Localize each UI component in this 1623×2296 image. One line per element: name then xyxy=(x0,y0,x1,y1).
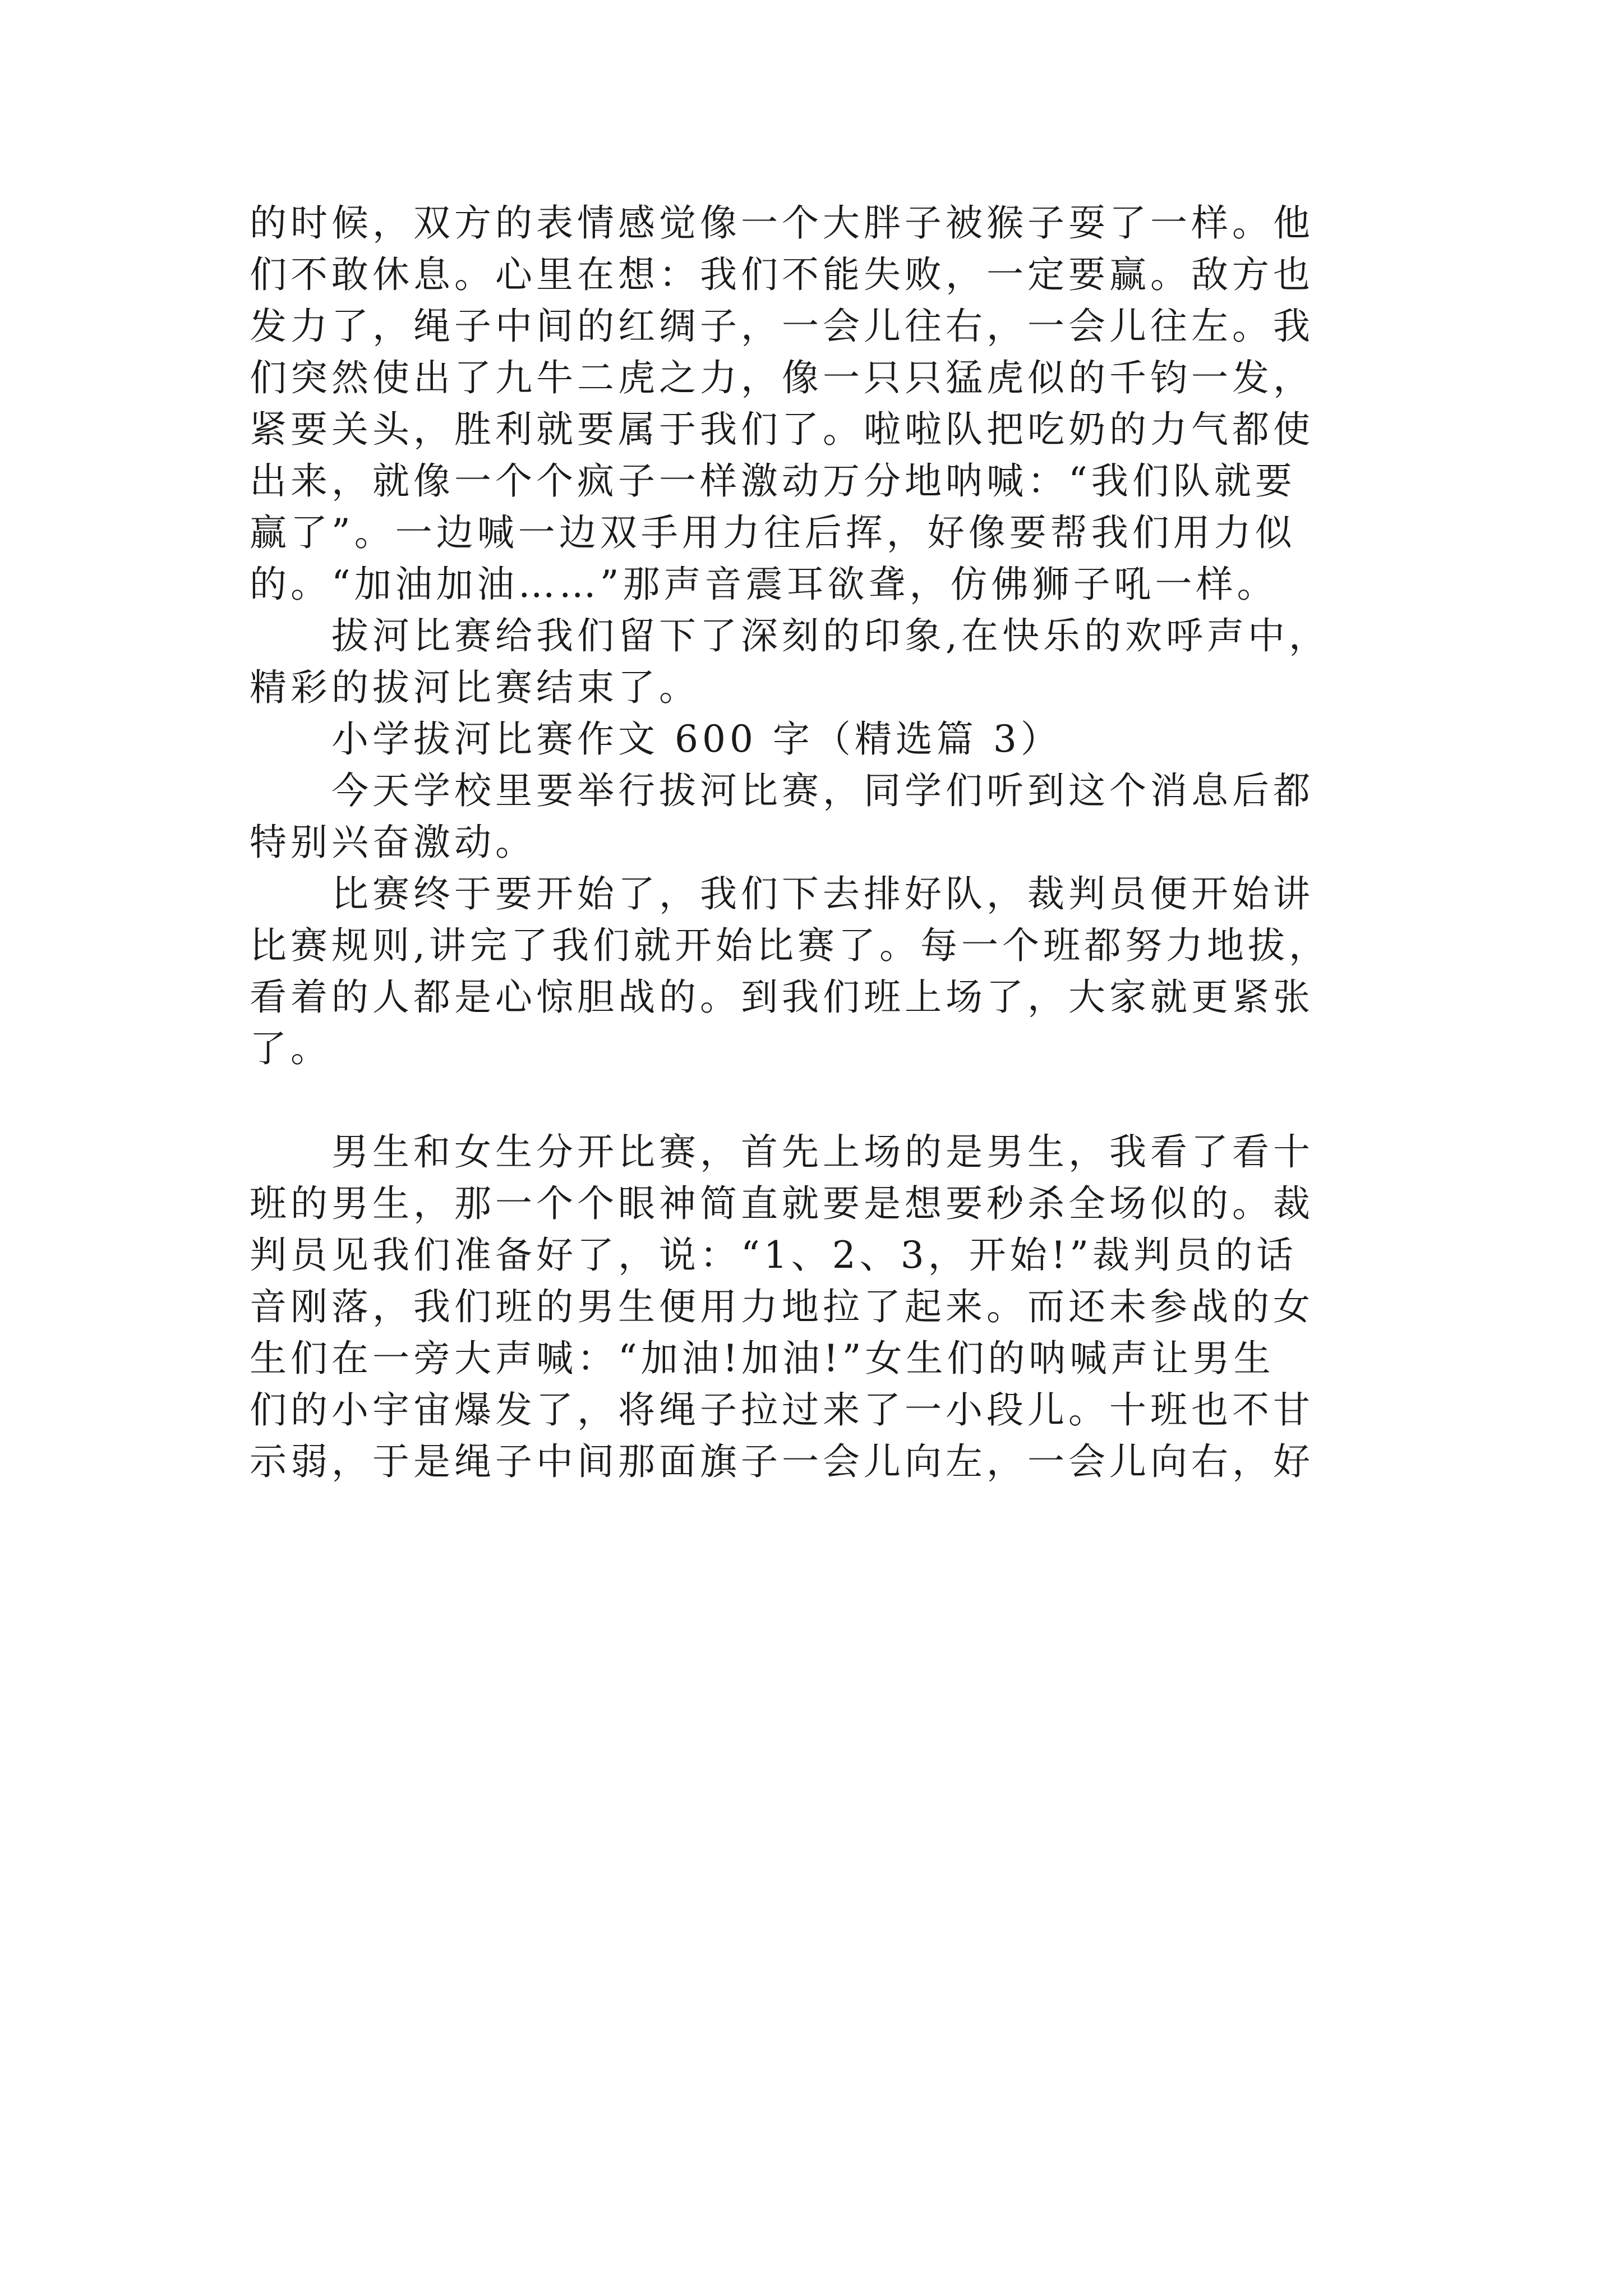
heading-text: 小学拔河比赛作文 600 字（精选篇 3） xyxy=(331,717,1062,761)
text-line: 看着的人都是心惊胆战的。到我们班上场了，大家就更紧张 xyxy=(250,976,1314,1019)
paragraph-5 xyxy=(250,868,1382,1075)
text-line: 们突然使出了九牛二虎之力，像一只只猛虎似的千钧一发， xyxy=(250,356,1314,399)
text-line: 发力了，绳子中间的红绸子，一会儿往右，一会儿往左。我 xyxy=(250,305,1314,348)
document-body xyxy=(250,197,1382,1488)
text-line: 比赛规则,讲完了我们就开始比赛了。每一个班都努力地拔， xyxy=(250,924,1330,967)
paragraph-6 xyxy=(250,1126,1382,1488)
text-line: 们不敢休息。心里在想：我们不能失败，一定要赢。敌方也 xyxy=(250,253,1314,296)
text-line: 生们在一旁大声喊：“加油!加油!”女生们的呐喊声让男生 xyxy=(250,1337,1275,1380)
text-line: 的时候，双方的表情感觉像一个大胖子被猴子耍了一样。他 xyxy=(250,201,1314,245)
text-line: 的。“加油加油……”那声音震耳欲聋，仿佛狮子吼一样。 xyxy=(250,563,1278,606)
text-line: 判员见我们准备好了，说：“1、2、3，开始!”裁判员的话 xyxy=(250,1234,1297,1277)
text-line: 男生和女生分开比赛，首先上场的是男生，我看了看十 xyxy=(331,1130,1314,1174)
paragraph-4 xyxy=(250,765,1382,868)
paragraph-1 xyxy=(250,197,1382,610)
text-line: 班的男生，那一个个眼神简直就要是想要秒杀全场似的。裁 xyxy=(250,1182,1314,1225)
text-line: 示弱，于是绳子中间那面旗子一会儿向左，一会儿向右，好 xyxy=(250,1440,1314,1483)
section-heading xyxy=(250,714,1382,765)
text-line: 精彩的拔河比赛结束了。 xyxy=(250,666,700,709)
text-line: 赢了”。一边喊一边双手用力往后挥，好像要帮我们用力似 xyxy=(250,511,1296,554)
text-line: 们的小宇宙爆发了，将绳子拉过来了一小段儿。十班也不甘 xyxy=(250,1388,1314,1432)
text-line: 音刚落，我们班的男生便用力地拉了起来。而还未参战的女 xyxy=(250,1285,1314,1328)
text-line: 出来，就像一个个疯子一样激动万分地呐喊：“我们队就要 xyxy=(250,459,1296,503)
text-line: 拔河比赛给我们留下了深刻的印象,在快乐的欢呼声中， xyxy=(331,614,1330,657)
paragraph-gap xyxy=(250,1075,1382,1126)
text-line: 今天学校里要举行拔河比赛，同学们听到这个消息后都 xyxy=(331,769,1314,812)
text-line: 特别兴奋激动。 xyxy=(250,821,536,864)
text-line: 了。 xyxy=(250,1027,331,1070)
paragraph-2 xyxy=(250,610,1382,714)
text-line: 紧要关头，胜利就要属于我们了。啦啦队把吃奶的力气都使 xyxy=(250,408,1314,451)
text-line: 比赛终于要开始了，我们下去排好队，裁判员便开始讲 xyxy=(331,872,1314,915)
